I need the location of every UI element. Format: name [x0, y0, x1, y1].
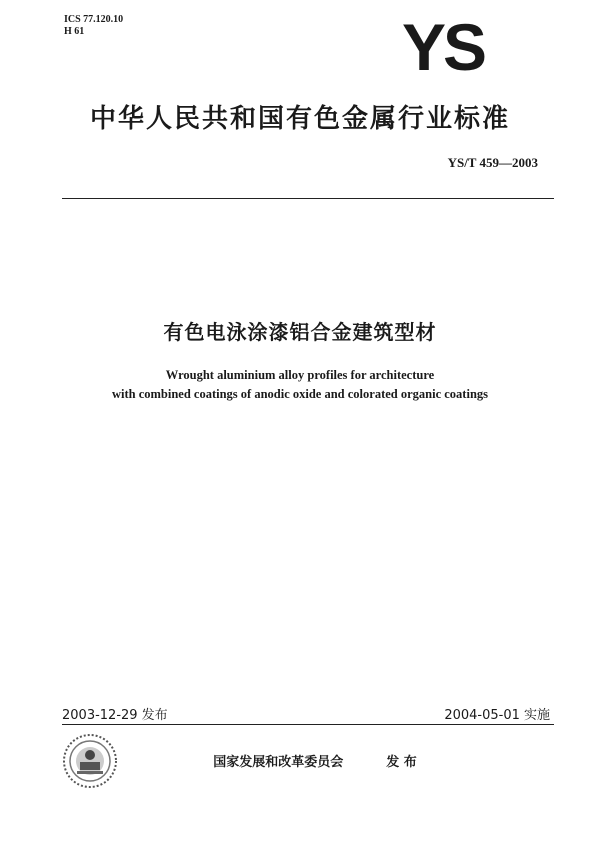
issuer-name: 国家发展和改革委员会 [213, 755, 344, 770]
ys-logo-text: YS [402, 16, 485, 72]
standard-number: YS/T 459—2003 [447, 155, 538, 170]
implementation-date: 2004-05-01 实施 [444, 708, 550, 723]
document-title-chinese: 有色电泳涂漆铝合金建筑型材 [163, 320, 437, 344]
ccs-code: H 61 [64, 26, 85, 37]
top-divider [62, 198, 554, 199]
issue-date: 2003-12-29 发布 [62, 708, 168, 723]
ys-logo [402, 16, 522, 72]
classification-codes [64, 14, 123, 38]
issuing-authority [0, 751, 600, 770]
ics-code: ICS 77.120.10 [64, 14, 124, 25]
bottom-divider [62, 724, 554, 725]
document-title-english-line1: Wrought aluminium alloy profiles for architecture [165, 368, 435, 382]
document-title-english-line2: with combined coatings of anodic oxide and colorated organic coatings [111, 387, 489, 401]
issuer-action: 发 布 [386, 755, 417, 770]
organization-title: 中华人民共和国有色金属行业标准 [89, 104, 510, 134]
